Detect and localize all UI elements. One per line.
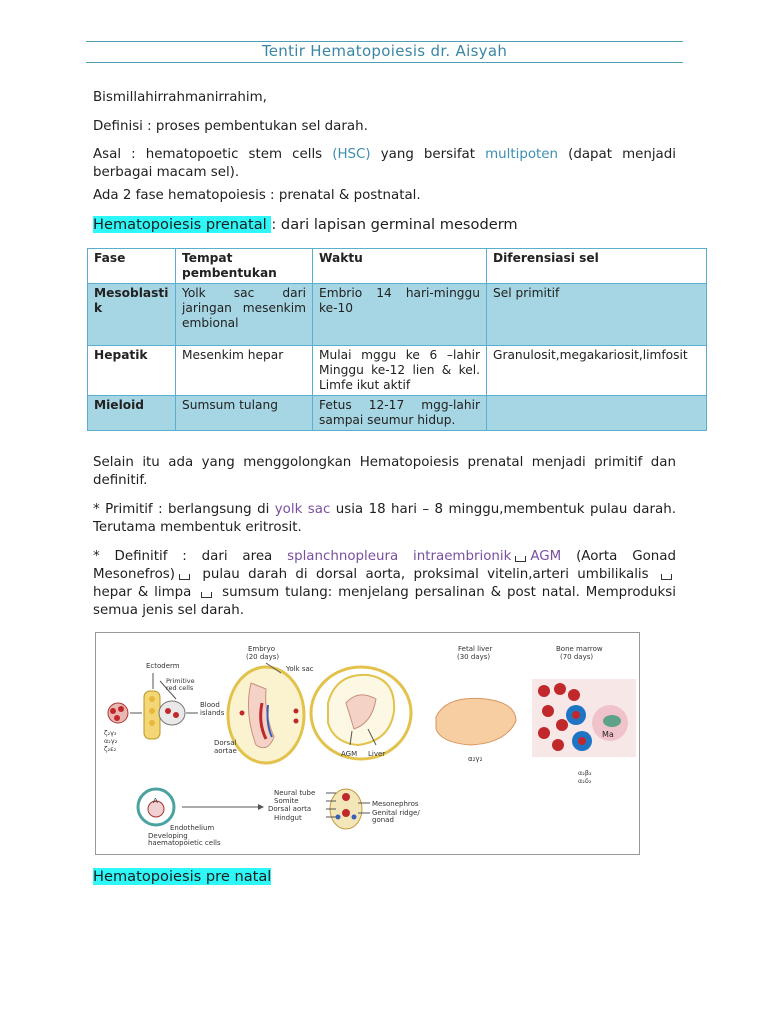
bone-days-label: (70 days) (560, 653, 594, 661)
primitif-prefix: * Primitif : berlangsung di (93, 502, 275, 517)
table-cell: Mesenkim hepar (176, 346, 313, 396)
postnatal-heading (93, 868, 676, 886)
embryo-illustration (228, 663, 304, 763)
arrow-symbol-icon (661, 574, 672, 580)
postnatal-heading-highlight: Hematopoiesis pre natal (93, 868, 272, 885)
adult-delta-globin: α₂δ₂ (578, 777, 592, 785)
table-header-row (88, 249, 707, 284)
agm-cross-section (326, 789, 370, 829)
hsc-term: (HSC) (332, 147, 371, 162)
definition: Definisi : proses pembentukan sel darah. (93, 119, 368, 134)
vessel-a-label: A (153, 797, 158, 805)
fetal-days-label: (30 days) (457, 653, 491, 661)
ma-label: Ma (602, 730, 614, 739)
developing-label: Developing (148, 832, 188, 840)
splanchnopleura-term: splanchnopleura intraembrionik (287, 549, 512, 564)
classification-text: Selain itu ada yang menggolongkan Hematopoiesis prenatal menjadi primitif dan definitif. (93, 455, 676, 488)
origin-paragraph (93, 146, 676, 182)
greeting: Bismillahirrahmanirrahim, (93, 90, 267, 105)
definitif-paragraph (93, 548, 676, 620)
fetal-globin-label: α₂γ₂ (468, 755, 483, 763)
definitif-text2: pulau darah di dorsal aorta, proksimal vitelin,arteri umbilikalis (194, 567, 657, 582)
phases-text: Ada 2 fase hematopoiesis : prenatal & postnatal. (93, 188, 421, 203)
embryo-label: Embryo (248, 645, 275, 653)
hematopoiesis-figure (95, 632, 640, 855)
table-header-cell: Diferensiasi sel (487, 249, 707, 284)
arrow-symbol-icon (179, 574, 190, 580)
table-cell: Granulosit,megakariosit,limfosit (487, 346, 707, 396)
prenatal-table (87, 248, 707, 431)
multipoten-term: multipoten (485, 147, 558, 162)
table-row (88, 284, 707, 346)
primitive-label: Primitive (166, 677, 195, 685)
genital-ridge-label: Genital ridge/ (372, 809, 420, 817)
fetal-liver-label: Fetal liver (458, 645, 493, 653)
mesonephros-label: Mesonephros (372, 800, 419, 808)
definitif-text4: sumsum tulang: menjelang persalinan & post natal. Memproduksi semua jenis sel darah. (93, 585, 676, 618)
table-header-cell: Tempat pembentukan (176, 249, 313, 284)
embryo-days-label: (20 days) (246, 653, 280, 661)
table-header-cell: Waktu (313, 249, 487, 284)
table-row (88, 346, 707, 396)
table-cell: Fetus 12-17 mgg-lahir sampai seumur hidup. (313, 396, 487, 431)
table-cell: Mesoblastik (88, 284, 176, 346)
blood-label: Blood (200, 701, 220, 709)
origin-prefix: Asal : hematopoetic stem cells (93, 147, 333, 162)
bone-marrow-label: Bone marrow (556, 645, 603, 653)
somite-label: Somite (274, 797, 299, 805)
agm-embryo-illustration (311, 667, 411, 759)
agm-term: AGM (530, 549, 562, 564)
table-header-cell: Fase (88, 249, 176, 284)
hindgut-label: Hindgut (274, 814, 302, 822)
dorsal-aorta-label: Dorsal aorta (268, 805, 312, 813)
arrow-symbol-icon (515, 556, 526, 562)
fetal-liver-illustration (436, 698, 516, 745)
liver-label: Liver (368, 750, 386, 758)
yolk-sac-label: Yolk sac (286, 665, 314, 673)
origin-mid: yang bersifat (370, 147, 486, 162)
header-rule-bottom (86, 62, 683, 63)
globin-zeta-e: ζ₂ε₂ (104, 745, 117, 753)
prenatal-heading-highlight: Hematopoiesis prenatal (93, 216, 272, 233)
ectoderm-label: Ectoderm (146, 662, 180, 670)
yolk-sac-term: yolk sac (274, 502, 331, 517)
arrow-symbol-icon (201, 592, 212, 598)
red-cells-label: red cells (166, 684, 194, 692)
table-cell: Yolk sac dari jaringan mesenkim embional (176, 284, 313, 346)
table-cell (487, 396, 707, 431)
hematopoiesis-diagram (96, 633, 639, 854)
endothelium-label: Endothelium (170, 824, 215, 832)
gonad-label: gonad (372, 816, 394, 824)
prenatal-heading-rest: : dari lapisan germinal mesoderm (271, 216, 518, 233)
prenatal-heading (93, 216, 676, 234)
table-cell: Sumsum tulang (176, 396, 313, 431)
bone-marrow-illustration (532, 679, 636, 757)
definitif-text3: hepar & limpa (93, 585, 198, 600)
origin-suffix: (dapat menjadi berbagai macam sel). (93, 147, 676, 180)
table-cell: Mulai mggu ke 6 –lahir Minggu ke-12 lien & kel. Limfe ikut aktif (313, 346, 487, 396)
primitif-paragraph (93, 501, 676, 537)
table-cell: Embrio 14 hari-minggu ke-10 (313, 284, 487, 346)
globin-zeta-y: ζ₂γ₂ (104, 729, 117, 737)
table-cell: Mieloid (88, 396, 176, 431)
endothelium-illustration (138, 789, 258, 825)
neural-tube-label: Neural tube (274, 789, 316, 797)
aortae-label: aortae (214, 747, 237, 755)
haematopoietic-label: haematopoietic cells (148, 839, 221, 847)
islands-label: islands (200, 709, 225, 717)
dorsal-label: Dorsal (214, 739, 237, 747)
table-cell: Hepatik (88, 346, 176, 396)
definitif-prefix: * Definitif : dari area (93, 549, 288, 564)
adult-beta-globin: α₂β₂ (578, 769, 592, 777)
agm-label: AGM (341, 750, 358, 758)
definitif-text1: (Aorta Gonad Mesonefros) (93, 549, 676, 582)
page-title: Tentir Hematopoiesis dr. Aisyah (261, 42, 508, 60)
primitif-suffix: usia 18 hari – 8 minggu,membentuk pulau darah. Terutama membentuk eritrosit. (93, 502, 676, 535)
globin-alpha-y: α₂γ₂ (104, 737, 118, 745)
table-row (88, 396, 707, 431)
table-cell: Sel primitif (487, 284, 707, 346)
